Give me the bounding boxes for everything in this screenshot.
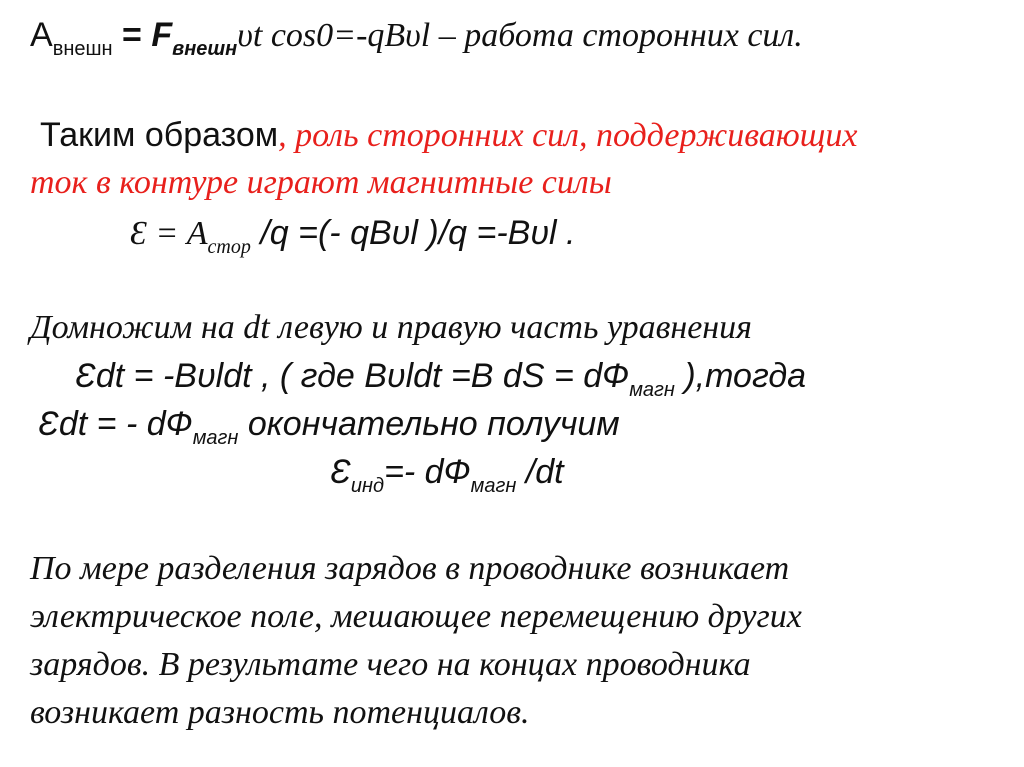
flux-formula-line [38,405,620,449]
emf-symbol: Ɛ = А [130,215,208,252]
induced-emf-mid: =- dФ [384,453,471,491]
paragraph-line-2: электрическое поле, мешающее перемещению других [30,598,802,635]
conclusion-line-1 [40,118,857,153]
induced-emf-formula [330,453,564,497]
flux-part2: окончательно получим [238,405,620,443]
conclusion-line-2: ток в контуре играют магнитные силы [30,164,612,201]
conclusion-red: , роль сторонних сил, поддерживающих [278,117,858,154]
edt-part1: Ɛdt = -Bυldt , ( где Bυldt =B dS = dФ [75,357,630,395]
flux-subscript: магн [192,427,239,449]
edt-part2: ),тогда [674,357,807,395]
paragraph-line-1: По мере разделения зарядов в проводнике возникает [30,550,790,587]
flux-part1: Ɛdt = - dФ [38,405,193,443]
work-symbol: А [30,16,53,54]
edt-subscript: магн [629,379,675,401]
induced-emf-subscript: инд [350,475,385,497]
induced-emf-symbol: Ɛ [330,453,351,491]
force-subscript: внешн [172,38,238,60]
paragraph-line-3: зарядов. В результате чего на концах проводника [30,646,751,683]
edt-formula-line [75,357,807,401]
work-subscript: внешн [52,38,113,60]
force-symbol: F [151,16,173,54]
conclusion-plain: Таким образом [40,116,279,154]
induced-emf-end: /dt [516,453,564,491]
work-formula-rest: υt cos0=-qBυl – работа сторонних сил. [237,17,803,54]
emf-formula-rest: /q =(- qBυl )/q =-Bυl . [250,214,576,252]
work-formula-line [30,16,803,60]
equals-sign: = [112,16,152,54]
induced-emf-mid-subscript: магн [470,475,517,497]
paragraph-line-4: возникает разность потенциалов. [30,694,530,731]
emf-formula-line [130,214,576,258]
multiply-line: Домножим на dt левую и правую часть уравнения [30,309,752,346]
emf-subscript: стор [207,236,251,258]
